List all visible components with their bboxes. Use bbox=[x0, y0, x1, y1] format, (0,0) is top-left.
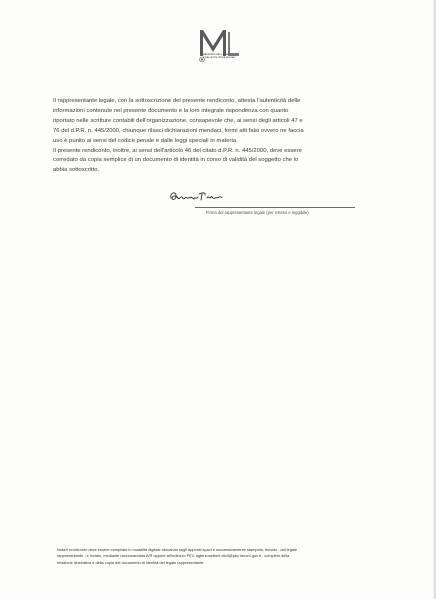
declaration-line: corredato da copia semplice di un documento di identità in corso di validità del soggetto che lo bbox=[53, 157, 299, 164]
footnote-line: Nota:il rendiconto deve essere compilato in modalità digitale cliccando sugli appositi spazi e successivamente stampato, firmato - dal legale bbox=[57, 547, 298, 552]
ministry-logo-caption bbox=[203, 54, 241, 60]
ministry-logo bbox=[197, 26, 241, 72]
declaration-line: uso è punito ai sensi del codice penale e dalle leggi speciali in materia. bbox=[53, 137, 238, 144]
signature-caption: Firma del rappresentante legale (per esteso e leggibile) bbox=[206, 210, 309, 215]
logo-caption-line2: E DELLE POLITICHE SOCIALI bbox=[203, 56, 236, 59]
declaration-line: riportato nelle scritture contabili dell'organizzazione, consapevole che, ai sensi degli articoli 47 e bbox=[53, 117, 303, 124]
footnote bbox=[57, 547, 387, 566]
logo-caption-line1: MINISTERO DEL LAVORO bbox=[203, 54, 231, 56]
declaration-line: Il presente rendiconto, inoltre, ai sensi dell'articolo 46 del citato d.P.R. n. 445/2000, deve essere bbox=[53, 147, 302, 154]
declaration-line: Il rappresentante legale, con la sottoscrizione del presente rendiconto, attesta l'autenticità delle bbox=[53, 98, 301, 104]
ministry-logo-mark bbox=[197, 26, 241, 72]
signature-scribble bbox=[168, 186, 224, 206]
handwritten-signature bbox=[168, 186, 224, 206]
declaration-block bbox=[53, 97, 393, 176]
declaration-line: informazioni contenute nel presente documento e la loro integrale rispondenza con quanto bbox=[53, 107, 289, 114]
declaration-line: abbia sottoscritto. bbox=[53, 167, 100, 174]
declaration-line: 76 del d.P.R. n. 445/2000, chiunque rilasci dichiarazioni mendaci, formi atti falsi ovvero ne faccia bbox=[53, 127, 304, 134]
declaration-paragraph bbox=[53, 97, 393, 176]
signature-line bbox=[195, 207, 355, 208]
footnote-line: rappresentante - e inviato, mediante raccomandata A/R oppure all'indirizzo PEC dgterzosettore.div3@pec.lavoro.gov.it - completo della bbox=[57, 553, 290, 559]
footnote-line: relazione illustrativa e della copia del documento di identità del legale rappresentante. bbox=[57, 559, 205, 565]
